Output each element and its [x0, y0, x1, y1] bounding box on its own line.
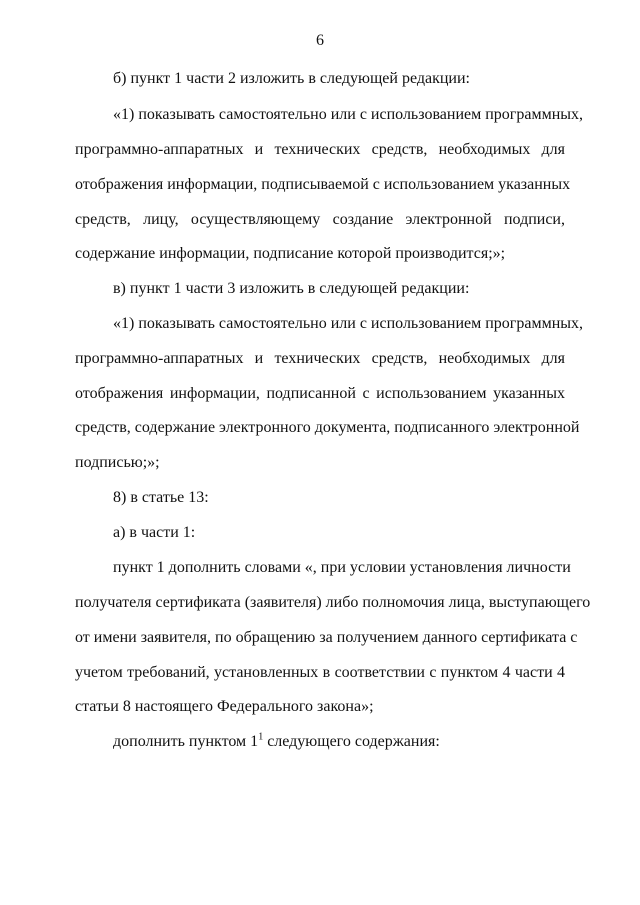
superscript: 1	[258, 731, 264, 743]
paragraph-line: подписью;»;	[75, 454, 160, 471]
paragraph-line: 8) в статье 13:	[113, 489, 209, 506]
paragraph-line: средств, содержание электронного документа, подписанного электронной	[75, 419, 580, 436]
text-segment: дополнить пунктом 1	[113, 733, 259, 750]
paragraph-line: программно-аппаратных и технических средств, необходимых для	[75, 141, 565, 158]
paragraph-line: б) пункт 1 части 2 изложить в следующей редакции:	[113, 70, 470, 87]
paragraph-line: пункт 1 дополнить словами «, при условии установления личности	[113, 559, 571, 576]
paragraph-line: «1) показывать самостоятельно или с использованием программных,	[113, 106, 584, 123]
paragraph-line: учетом требований, установленных в соответствии с пунктом 4 части 4	[75, 664, 565, 681]
paragraph-line: от имени заявителя, по обращению за получением данного сертификата с	[75, 629, 578, 646]
paragraph-line	[113, 732, 440, 752]
paragraph-line: программно-аппаратных и технических средств, необходимых для	[75, 350, 565, 367]
page-number: 6	[316, 32, 324, 49]
paragraph-line: а) в части 1:	[113, 524, 196, 541]
text-segment: следующего содержания:	[263, 733, 440, 750]
paragraph-line: получателя сертификата (заявителя) либо полномочия лица, выступающего	[75, 594, 591, 611]
paragraph-line: средств, лицу, осуществляющему создание электронной подписи,	[75, 211, 565, 228]
paragraph-line: содержание информации, подписание которой производится;»;	[75, 245, 506, 262]
paragraph-line: «1) показывать самостоятельно или с использованием программных,	[113, 315, 584, 332]
paragraph-line: отображения информации, подписанной с использованием указанных	[75, 385, 565, 402]
paragraph-line: отображения информации, подписываемой с использованием указанных	[75, 176, 571, 193]
paragraph-line: в) пункт 1 части 3 изложить в следующей редакции:	[113, 280, 470, 297]
paragraph-line: статьи 8 настоящего Федерального закона»;	[75, 698, 374, 715]
